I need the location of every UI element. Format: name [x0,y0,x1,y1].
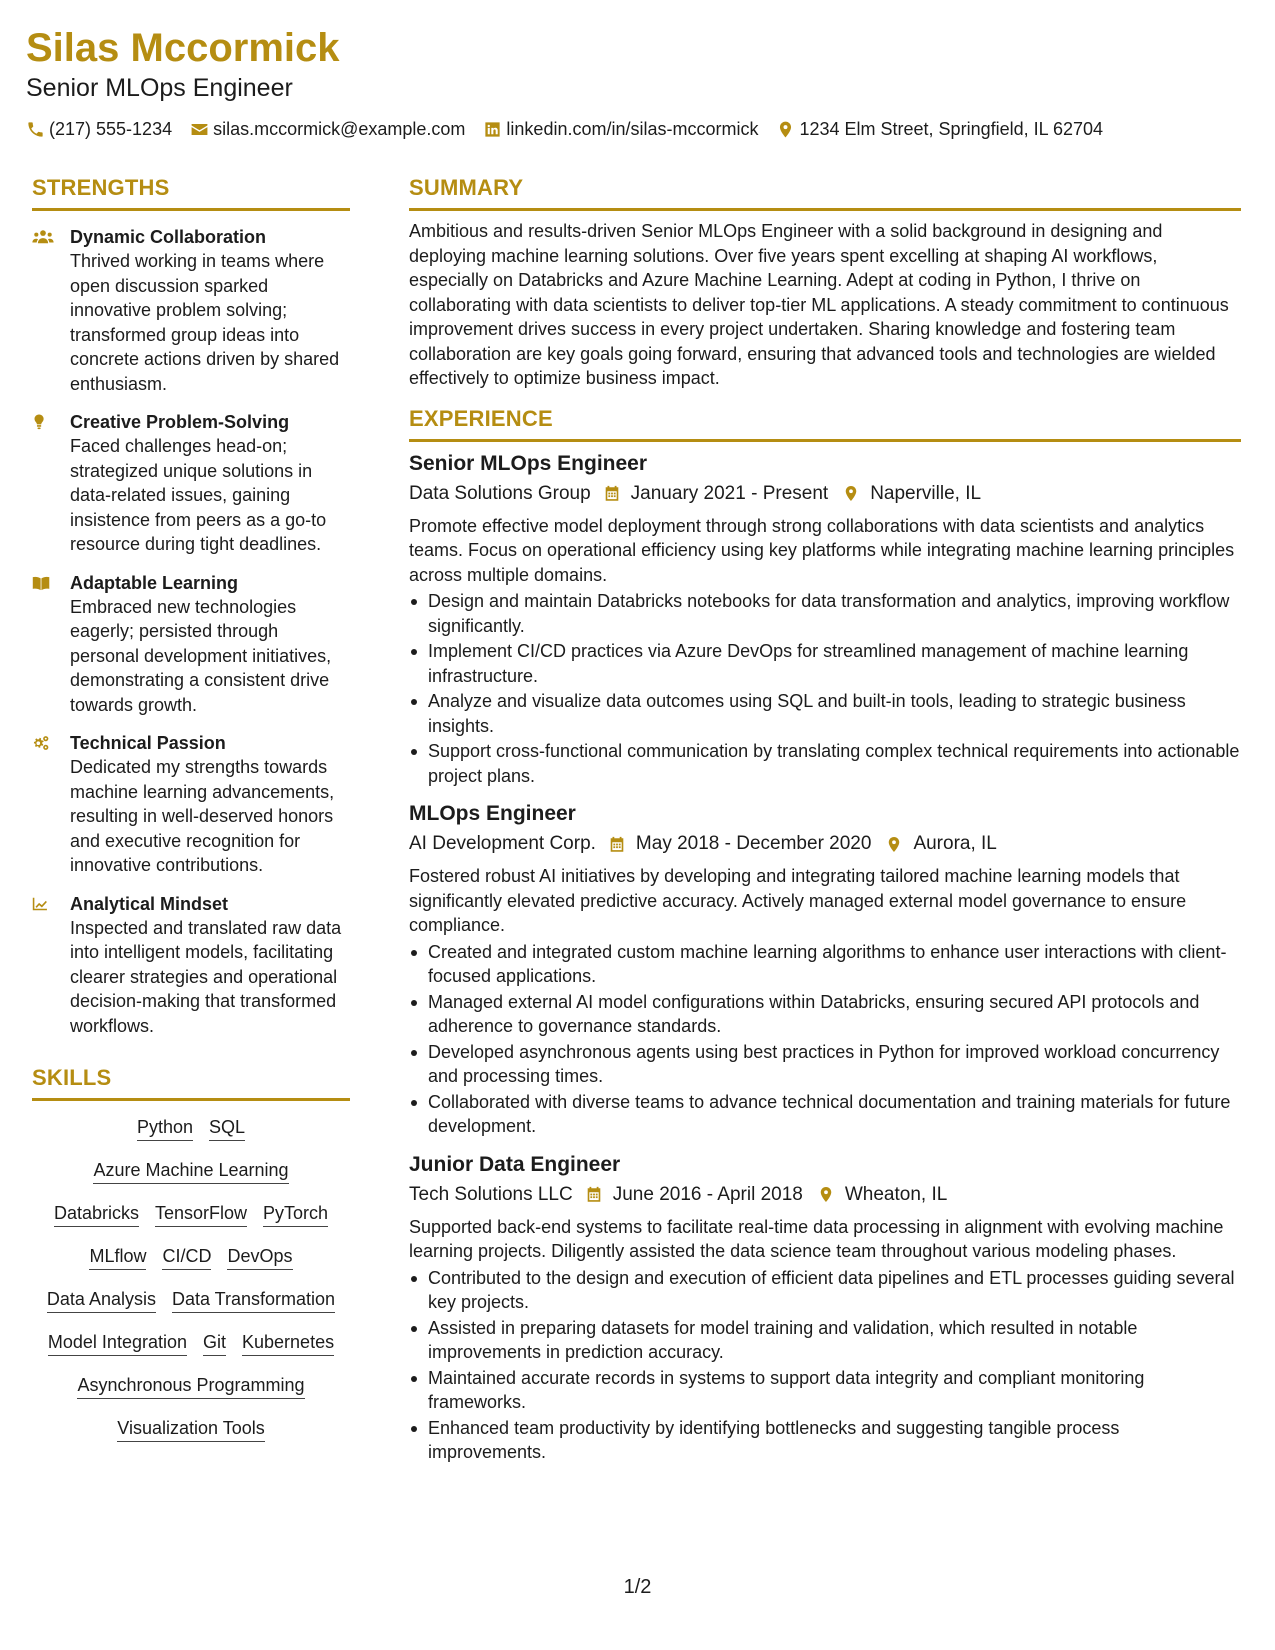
map-marker-icon [885,835,903,854]
skill-row [32,1115,350,1141]
job-description: Supported back-end systems to facilitate real-time data processing in alignment with evolving machine learning projects. Diligently assisted the data science team throughout various modeling phases. [409,1216,1224,1261]
skill-tag: CI/CD [162,1244,211,1270]
bullet-item: Created and integrated custom machine learning algorithms to enhance user interactions with client-focused applications. [409,940,1241,989]
calendar-icon [603,484,621,503]
skill-row [32,1201,350,1227]
skill-tag: DevOps [227,1244,292,1270]
skill-row [32,1330,350,1356]
skill-tag: TensorFlow [155,1201,247,1227]
bullet-item: Collaborated with diverse teams to advance technical documentation and training materials for future development. [409,1090,1241,1139]
contact-address [776,118,1103,140]
skill-row [32,1373,350,1399]
linkedin-text: linkedin.com/in/silas-mccormick [506,119,759,139]
bullet-item: Analyze and visualize data outcomes using SQL and built-in tools, leading to strategic business insights. [409,689,1241,738]
strength-item [32,225,350,396]
strength-desc: Thrived working in teams where open discussion sparked innovative problem solving; transformed group ideas into concrete actions driven by shared enthusiasm. [70,251,340,394]
bullet-item: Enhanced team productivity by identifying bottlenecks and suggesting tangible process improvements. [409,1416,1241,1465]
strength-title: Technical Passion [70,733,226,753]
strength-desc: Inspected and translated raw data into intelligent models, facilitating clearer strategies and operational decision-making that transformed workflows. [70,917,342,1036]
job-entry [409,800,1241,1139]
contact-email[interactable] [190,118,465,140]
candidate-name: Silas Mccormick [26,26,340,70]
phone-icon [26,120,45,139]
skill-tag: Asynchronous Programming [77,1373,304,1399]
skill-row [32,1244,350,1270]
bullet-item: Assisted in preparing datasets for model training and validation, which resulted in notable improvements in prediction accuracy. [409,1316,1241,1365]
bullet-item: Implement CI/CD practices via Azure DevOps for streamlined management of machine learning infrastructure. [409,639,1241,688]
job-location: Naperville, IL [870,482,982,504]
job-dates: June 2016 - April 2018 [612,1183,803,1205]
book-open-icon [32,573,54,593]
linkedin-icon [483,120,502,139]
calendar-icon [608,835,626,854]
skill-tag: MLflow [89,1244,146,1270]
job-location: Aurora, IL [913,833,997,854]
job-bullets [409,589,1241,788]
bullet-item: Support cross-functional communication by translating complex technical requirements into actionable project plans. [409,739,1241,788]
bullet-item: Maintained accurate records in systems to support data integrity and compliant monitoring frameworks. [409,1366,1241,1415]
job-meta [409,830,1241,858]
skill-tag: Data Transformation [172,1287,335,1313]
page-number: 1/2 [623,1576,652,1598]
job-company: Data Solutions Group [409,482,591,504]
skill-tag: Model Integration [48,1330,187,1356]
skill-tag: SQL [209,1115,245,1141]
contact-phone[interactable] [26,118,172,140]
job-description: Fostered robust AI initiatives by developing and integrating tailored machine learning models that significantly elevated predictive accuracy. Actively managed external model governance to ensure compliance. [409,866,1187,935]
skill-row [32,1416,350,1442]
job-entry [409,450,1241,789]
strengths-heading: STRENGTHS [32,174,350,211]
calendar-icon [585,1185,603,1204]
map-marker-icon [776,120,795,139]
job-entry [409,1151,1241,1465]
skill-tag: Kubernetes [242,1330,334,1356]
bullet-item: Contributed to the design and execution of efficient data pipelines and ETL processes guiding several key projects. [409,1266,1241,1315]
strength-desc: Embraced new technologies eagerly; persisted through personal development initiatives, demonstrating a consistent drive towards growth. [70,596,332,715]
job-company: Tech Solutions LLC [409,1183,573,1205]
map-marker-icon [817,1185,835,1204]
job-description: Promote effective model deployment through strong collaborations with data scientists and analytics teams. Focus on operational efficiency using key platforms while integrating machine learning principles across multiple domains. [409,515,1235,585]
strength-title: Creative Problem-Solving [70,412,290,432]
job-title: Junior Data Engineer [409,1152,621,1176]
strength-title: Analytical Mindset [70,893,229,914]
job-title: Senior MLOps Engineer [409,451,648,475]
strength-desc: Dedicated my strengths towards machine learning advancements, resulting in well-deserved honors and executive recognition for innovative contributions. [70,757,335,875]
job-meta [409,1181,1241,1209]
gears-icon [32,733,54,753]
job-meta [409,480,1241,508]
bullet-item: Managed external AI model configurations within Databricks, ensuring secured API protocols and adherence to governance standards. [409,990,1241,1039]
strength-item [32,571,350,718]
envelope-icon [190,120,209,139]
skill-tag: Azure Machine Learning [93,1158,288,1184]
summary-heading: SUMMARY [409,174,1241,211]
skill-row [32,1158,350,1184]
strength-item [32,410,350,557]
resume-header [26,24,1121,140]
skill-row [32,1287,350,1313]
strength-item [32,892,350,1039]
bullet-item: Developed asynchronous agents using best practices in Python for improved workload concurrency and processing times. [409,1040,1241,1089]
users-icon [32,227,54,247]
address-text: 1234 Elm Street, Springfield, IL 62704 [799,119,1104,139]
skill-tag: PyTorch [263,1201,328,1227]
strength-title: Adaptable Learning [70,572,239,593]
skill-tag: Databricks [54,1201,139,1227]
job-bullets [409,1266,1241,1465]
lightbulb-icon [32,412,54,432]
job-company: AI Development Corp. [409,833,596,854]
contact-bar [26,118,1121,140]
right-column [409,174,1241,1466]
skills-list [32,1115,350,1442]
strength-title: Dynamic Collaboration [70,227,267,247]
phone-text: (217) 555-1234 [49,119,173,139]
experience-heading: EXPERIENCE [409,405,1241,442]
skills-heading: SKILLS [32,1064,350,1101]
left-column [32,174,350,1459]
skill-tag: Git [203,1330,226,1356]
summary-text: Ambitious and results-driven Senior MLOps Engineer with a solid background in designing and deploying machine learning solutions. Over five years spent excelling at shaping AI workflows, especially on Databricks and Azure Machine Learning. Adept at coding in Python, I thrive on collaborating with data scientists to deliver top-tier ML applications. A steady commitment to continuous improvement drives success in every project undertaken. Sharing knowledge and fostering team collaboration are key goals going forward, ensuring that advanced tools and technologies are wielded effectively to optimize business impact. [409,221,1229,388]
skill-tag: Data Analysis [47,1287,156,1313]
skill-tag: Visualization Tools [117,1416,264,1442]
job-bullets [409,940,1241,1139]
candidate-title: Senior MLOps Engineer [26,74,293,102]
chart-line-icon [32,894,54,914]
job-dates: January 2021 - Present [630,482,829,504]
email-text: silas.mccormick@example.com [213,119,466,139]
strength-desc: Faced challenges head-on; strategized unique solutions in data-related issues, gaining insistence from peers as a go-to resource during tight deadlines. [70,436,327,554]
contact-linkedin[interactable] [483,118,758,140]
job-dates: May 2018 - December 2020 [635,833,872,854]
map-marker-icon [842,484,860,503]
skill-tag: Python [137,1115,193,1141]
bullet-item: Design and maintain Databricks notebooks for data transformation and analytics, improving workflow significantly. [409,589,1241,638]
job-location: Wheaton, IL [844,1183,948,1205]
job-title: MLOps Engineer [409,802,576,825]
strength-item [32,731,350,878]
